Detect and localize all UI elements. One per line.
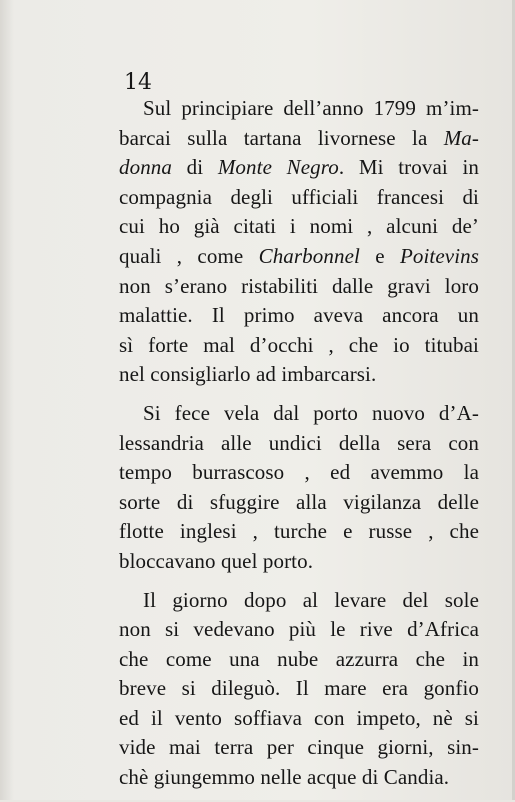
text-line [119,488,479,518]
text-line [119,94,479,124]
text-run: nel consigliarlo ad imbarcarsi. [119,362,377,387]
text-run: non si vedevano più le rive d’Africa [119,617,479,642]
page-number: 14 [124,70,152,95]
text-run: Il giorno dopo al levare del sole [143,587,479,612]
text-run: e [359,243,400,268]
text-line [119,645,479,675]
paragraph [119,94,479,390]
text-line [119,301,479,331]
text-run: chè giungemmo nelle acque di Candia. [119,765,450,790]
text-run: cui ho già citati i nomi , alcuni de’ [119,214,479,239]
paragraph [119,586,479,793]
text-run: quali , come [119,243,259,268]
text-run: flotte inglesi , turche e russe , che [119,519,479,544]
text-line [119,331,479,361]
paragraph [119,399,479,577]
text-line [119,704,479,734]
italic-text: Monte Negro [217,155,339,180]
text-line [119,399,479,429]
text-line [119,212,479,242]
text-line [119,242,479,272]
italic-text: Ma- [443,125,479,150]
text-run: non s’erano ristabiliti dalle gravi loro [119,273,479,298]
text-line [119,674,479,704]
text-run: Sul principiare dell’anno 1799 m’im- [143,96,479,120]
text-line [119,763,479,793]
text-run: di [172,155,218,180]
text-block [119,94,479,802]
text-line [119,586,479,616]
text-run: tempo burrascoso , ed avemmo la [119,460,479,485]
text-line [119,272,479,302]
text-line [119,360,479,390]
text-run: lessandria alle undici della sera con [119,430,479,455]
text-line [119,458,479,488]
text-run: malattie. Il primo aveva ancora un [119,303,479,328]
text-run: sì forte mal d’occhi , che io titubai [119,332,479,357]
text-line [119,429,479,459]
text-line [119,124,479,154]
text-line [119,183,479,213]
text-run: che come una nube azzurra che in [119,646,479,671]
italic-text: donna [119,155,172,180]
text-run: ed il vento soffiava con impeto, nè si [119,705,479,730]
italic-text: Charbonnel [258,243,360,268]
text-run: barcai sulla tartana livornese la [119,125,444,150]
text-line [119,615,479,645]
text-line [119,733,479,763]
italic-text: Poitevins [399,243,479,268]
text-run: compagnia degli ufficiali francesi di [119,184,479,209]
text-line [119,517,479,547]
text-run: Si fece vela dal porto nuovo d’A- [143,400,479,425]
text-run: . Mi trovai in [338,155,479,180]
text-line [119,547,479,577]
text-run: breve si dileguò. Il mare era gonfio [119,676,479,701]
text-run: vide mai terra per cinque giorni, sin- [119,735,479,760]
text-run: bloccavano quel porto. [119,548,314,573]
text-line [119,153,479,183]
text-run: sorte di sfuggire alla vigilanza delle [119,489,479,514]
